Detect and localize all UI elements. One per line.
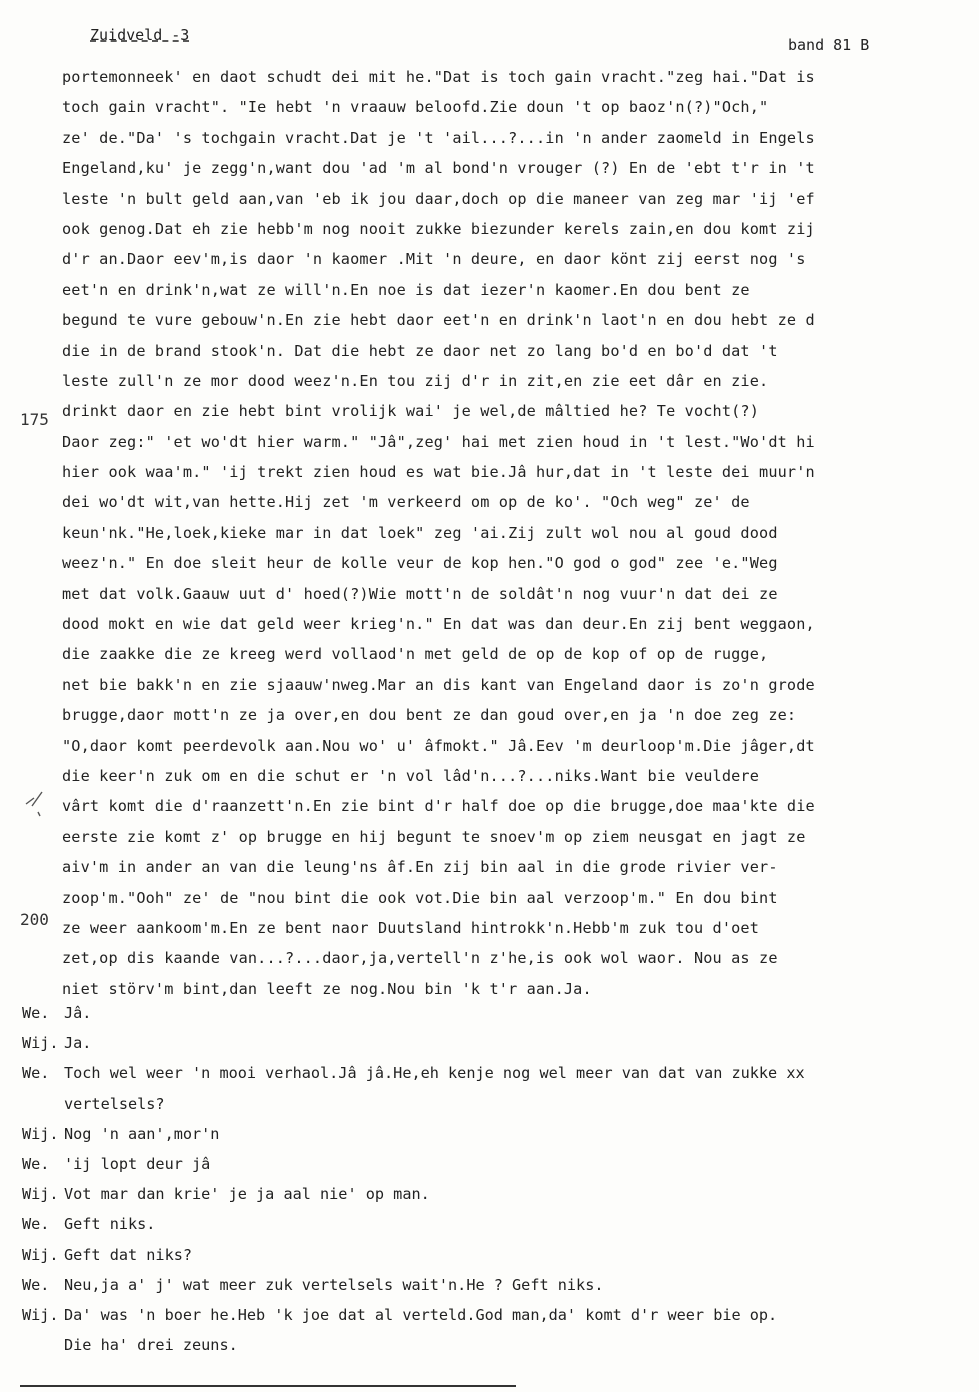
dialogue-row	[22, 1209, 922, 1239]
narrative-line: die zaakke die ze kreeg werd vollaod'n met geld de op de kop of op de rugge,	[62, 645, 769, 664]
narrative-line: aiv'm in ander an van die leung'ns âf.En zij bin aal in die grode rivier ver-	[62, 858, 778, 877]
dialogue-row	[22, 1149, 922, 1179]
speaker-label: Wij.	[22, 1245, 59, 1264]
speaker-label	[22, 1330, 64, 1360]
narrative-line: drinkt daor en zie hebt bint vrolijk wai' je wel,de mâltied he? Te vocht(?)	[62, 402, 760, 421]
narrative-line: leste zull'n ze mor dood weez'n.En tou zij d'r in zit,en zie eet dâr en zie.	[62, 371, 769, 390]
speaker-label: Wij.	[22, 1305, 59, 1324]
bottom-rule	[20, 1385, 516, 1387]
narrative-line: begund te vure gebouw'n.En zie hebt daor eet'n en drink'n laot'n en dou hebt ze d	[62, 311, 815, 330]
utterance-text: 'ij lopt deur jâ	[64, 1154, 211, 1173]
speaker-label: We.	[22, 1064, 50, 1083]
page-header-title: Zuidveld -3	[90, 26, 190, 44]
utterance-text: Nog 'n aan',mor'n	[64, 1124, 220, 1143]
narrative-line: d'r an.Daor eev'm,is daor 'n kaomer .Mit 'n deure, en daor könt zij eerst nog 's	[62, 250, 806, 269]
narrative-line: brugge,daor mott'n ze ja over,en dou bent ze dan goud over,en ja 'n doe zeg ze:	[62, 706, 797, 725]
narrative-line: niet störv'm bint,dan leeft ze nog.Nou bin 'k t'r aan.Ja.	[62, 979, 592, 998]
utterance-text: Jâ.	[64, 1004, 92, 1022]
narrative-line: met dat volk.Gaauw uut d' hoed(?)Wie mott'n de soldât'n nog vuur'n dat dei ze	[62, 584, 778, 603]
dialogue-row	[22, 1058, 922, 1088]
narrative-text	[62, 62, 942, 1004]
speaker-label: We.	[22, 1215, 50, 1234]
narrative-line: eerste zie komt z' op brugge en hij begunt te snoev'm op ziem neusgat en jagt ze	[62, 827, 806, 846]
dialogue-row	[22, 1330, 922, 1360]
narrative-line: zoop'm."Ooh" ze' de "nou bint die ook vot.Die bin aal verzoop'm." En dou bint	[62, 888, 778, 907]
speaker-label: Wij.	[22, 1185, 59, 1204]
dialogue-row	[22, 1028, 922, 1058]
utterance-text: Geft niks.	[64, 1215, 156, 1234]
utterance-text: Vot mar dan krie' je ja aal nie' op man.	[64, 1185, 430, 1204]
narrative-line: ze' de."Da' 's tochgain vracht.Dat je 't 'ail...?...in 'n ander zaomeld in Engels	[62, 128, 815, 147]
speaker-label: Wij.	[22, 1034, 59, 1053]
dialogue-row	[22, 1179, 922, 1209]
narrative-line: dei wo'dt wit,van hette.Hij zet 'm verkeerd om op de ko'. "Och weg" ze' de	[62, 493, 750, 512]
narrative-line: die keer'n zuk om en die schut er 'n vol lâd'n...?...niks.Want bie veuldere	[62, 766, 760, 785]
narrative-line: dood mokt en wie dat geld weer krieg'n." En dat was dan deur.En zij bent weggaon,	[62, 615, 815, 634]
margin-line-number-175: 175	[20, 410, 49, 429]
narrative-line: ze weer aankoom'm.En ze bent naor Duutsland hintrokk'n.Hebb'm zuk tou d'oet	[62, 918, 760, 937]
narrative-line: leste 'n bult geld aan,van 'eb ik jou daar,doch op die maneer van zeg mar 'ij 'ef	[62, 189, 815, 208]
narrative-line: "O,daor komt peerdevolk aan.Nou wo' u' âfmokt." Jâ.Eev 'm deurloop'm.Die jâger,dt	[62, 736, 815, 755]
utterance-text: Die ha' drei zeuns.	[64, 1336, 238, 1355]
utterance-text: Ja.	[64, 1034, 92, 1053]
dialogue-row	[22, 1300, 922, 1330]
narrative-line: hier ook waa'm." 'ij trekt zien houd es wat bie.Jâ hur,dat in 't leste dei muur'n	[62, 463, 815, 482]
narrative-line: toch gain vracht". "Ie hebt 'n vraauw beloofd.Zie doun 't op baoz'n(?)"Och,"	[62, 98, 769, 117]
narrative-line: Engeland,ku' je zegg'n,want dou 'ad 'm al bond'n vrouger (?) En de 'ebt t'r in 't	[62, 159, 815, 178]
utterance-text: vertelsels?	[64, 1094, 165, 1113]
narrative-line: Daor zeg:" 'et wo'dt hier warm." "Jâ",zeg' hai met zien houd in 't lest."Wo'dt hi	[62, 432, 815, 451]
narrative-line: portemonneek' en daot schudt dei mit he."Dat is toch gain vracht."zeg hai."Dat is	[62, 68, 815, 86]
utterance-text: Geft dat niks?	[64, 1245, 193, 1264]
narrative-line: keun'nk."He,loek,kieke mar in dat loek" zeg 'ai.Zij zult wol nou al goud dood	[62, 523, 778, 542]
speaker-label: Wij.	[22, 1124, 59, 1143]
margin-scribble-mark	[18, 786, 58, 818]
dialogue-row	[22, 1240, 922, 1270]
narrative-line: weez'n." En doe sleit heur de kolle veur de kop hen."O god o god" zee 'e."Weg	[62, 554, 778, 573]
dialogue-row	[22, 998, 922, 1028]
dialogue-row	[22, 1270, 922, 1300]
narrative-line: zet,op dis kaande van...?...daor,ja,vertell'n z'he,is ook wol waor. Nou as ze	[62, 949, 778, 968]
dialogue-section	[22, 998, 922, 1360]
narrative-line: vârt komt die d'raanzett'n.En zie bint d'r half doe op die brugge,doe maa'kte die	[62, 797, 815, 816]
speaker-label: We.	[22, 1154, 50, 1173]
narrative-line: die in de brand stook'n. Dat die hebt ze daor net zo lang bo'd en bo'd dat 't	[62, 341, 778, 360]
narrative-line: net bie bakk'n en zie sjaauw'nweg.Mar an dis kant van Engeland daor is zo'n grode	[62, 675, 815, 694]
utterance-text: Da' was 'n boer he.Heb 'k joe dat al verteld.God man,da' komt d'r weer bie op.	[64, 1305, 778, 1324]
speaker-label: We.	[22, 1275, 50, 1294]
narrative-line: ook genog.Dat eh zie hebb'm nog nooit zukke biezunder kerels zain,en dou komt zij	[62, 219, 815, 238]
speaker-label: We.	[22, 1004, 50, 1022]
band-label: band 81 B	[788, 36, 870, 54]
dialogue-row	[22, 1089, 922, 1119]
utterance-text: Toch wel weer 'n mooi verhaol.Jâ jâ.He,eh kenje nog wel meer van dat van zukke xx	[64, 1064, 805, 1083]
narrative-line: eet'n en drink'n,wat ze will'n.En noe is dat iezer'n kaomer.En dou bent ze	[62, 280, 750, 299]
speaker-label	[22, 1089, 64, 1119]
utterance-text: Neu,ja a' j' wat meer zuk vertelsels wait'n.He ? Geft niks.	[64, 1275, 604, 1294]
margin-line-number-200: 200	[20, 910, 49, 929]
dialogue-row	[22, 1119, 922, 1149]
